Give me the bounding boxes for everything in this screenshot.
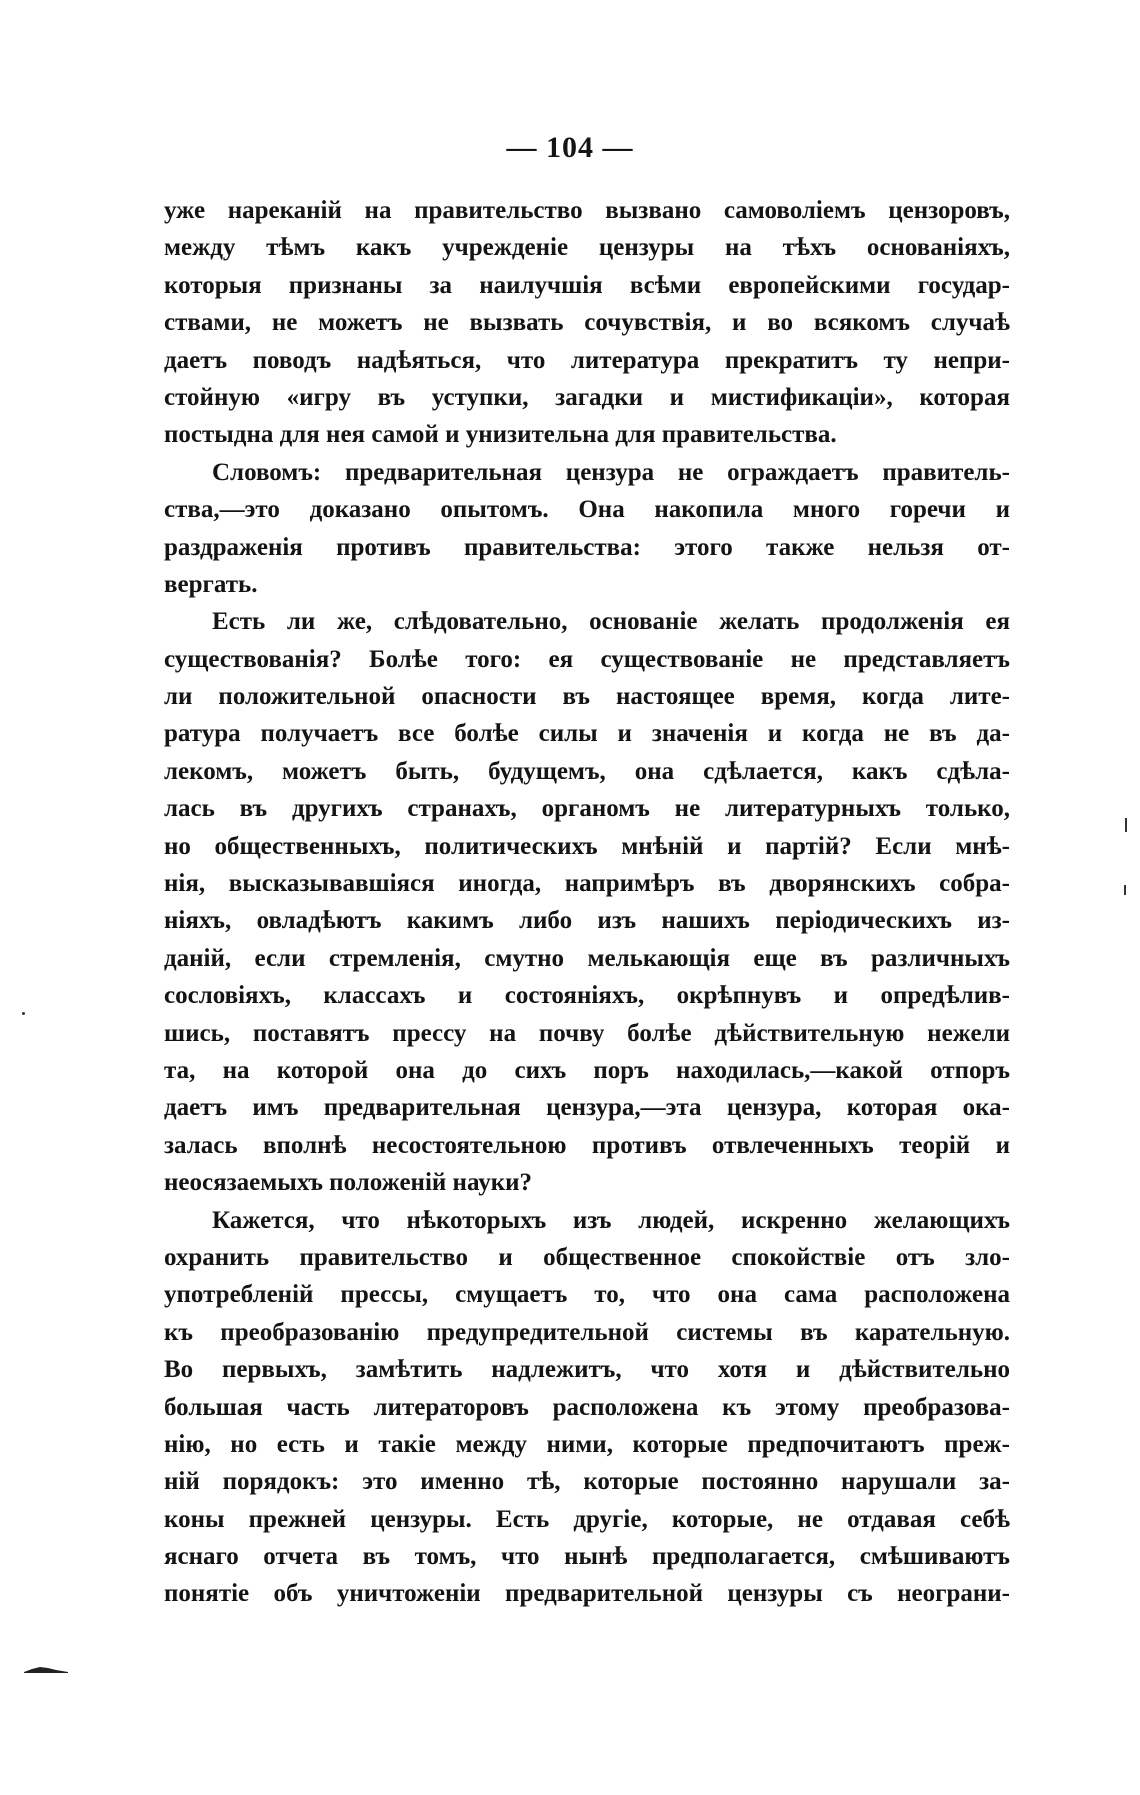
page-number: — 104 —: [506, 131, 634, 164]
text-line: даетъ поводъ надѣяться, что литература прекратитъ ту непри-: [164, 346, 1010, 374]
text-line: шись, поставятъ прессу на почву болѣе дѣйствительную нежели: [164, 1019, 1010, 1047]
text-line: охранить правительство и общественное спокойствіе отъ зло-: [164, 1243, 1010, 1271]
text-line: ствами, не можетъ не вызвать сочувствія, и во всякомъ случаѣ: [164, 309, 1010, 337]
text-line: нія, высказывавшіяся иногда, напримѣръ въ дворянскихъ собра-: [164, 870, 1010, 898]
text-line: даетъ имъ предварительная цензура,—эта цензура, которая ока-: [164, 1094, 1010, 1122]
text-line: ній порядокъ: это именно тѣ, которые постоянно нарушали за-: [164, 1468, 1010, 1496]
text-line: Во первыхъ, замѣтить надлежитъ, что хотя и дѣйствительно: [164, 1356, 1010, 1384]
text-line: уже нареканій на правительство вызвано самоволіемъ цензоровъ,: [164, 197, 1010, 224]
text-line: между тѣмъ какъ учрежденіе цензуры на тѣхъ основаніяхъ,: [164, 234, 1010, 262]
text-line: сословіяхъ, классахъ и состояніяхъ, окрѣпнувъ и опредѣлив-: [164, 982, 1010, 1010]
text-line: большая часть литераторовъ расположена къ этому преобразова-: [164, 1393, 1010, 1421]
text-line: вергать.: [164, 570, 258, 598]
text-line: та, на которой она до сихъ поръ находилась,—какой отпоръ: [164, 1056, 1010, 1084]
text-line: неосязаемыхъ положеній науки?: [164, 1169, 533, 1197]
text-line: лась въ другихъ странахъ, органомъ не литературныхъ только,: [164, 795, 1010, 823]
text-line: коны прежней цензуры. Есть другіе, которые, не отдавая себѣ: [164, 1505, 1010, 1533]
paragraph-first-line: Есть ли же, слѣдовательно, основаніе желать продолженія ея: [212, 608, 1010, 636]
text-line: раздраженія противъ правительства: этого также нельзя от-: [164, 533, 1010, 561]
text-line: яснаго отчета въ томъ, что нынѣ предполагается, смѣшиваютъ: [164, 1543, 1010, 1571]
text-line: даній, если стремленія, смутно мелькающія еще въ различныхъ: [164, 944, 1010, 972]
scan-dot: [22, 1012, 25, 1015]
text-line: ства,—это доказано опытомъ. Она накопила много горечи и: [164, 496, 1010, 524]
text-line: ли положительной опасности въ настоящее время, когда лите-: [164, 683, 1010, 711]
text-line: употребленій прессы, смущаетъ то, что она сама расположена: [164, 1281, 1010, 1309]
text-line: нію, но есть и такіе между ними, которые предпочитаютъ преж-: [164, 1430, 1010, 1458]
paragraph-first-line: Словомъ: предварительная цензура не ограждаетъ правитель-: [212, 458, 1010, 486]
text-line: понятіе объ уничтоженіи предварительной цензуры съ неограни-: [164, 1580, 1010, 1608]
text-line: постыдна для нея самой и унизительна для правительства.: [164, 421, 837, 449]
text-line: но общественныхъ, политическихъ мнѣній и партій? Если мнѣ-: [164, 832, 1010, 860]
paragraph-first-line: Кажется, что нѣкоторыхъ изъ людей, искренно желающихъ: [212, 1206, 1010, 1234]
ink-smudge: [22, 1664, 70, 1674]
text-line: залась вполнѣ несостоятельною противъ отвлеченныхъ теорій и: [164, 1131, 1010, 1159]
text-line: существованія? Болѣе того: ея существованіе не представляетъ: [164, 645, 1010, 673]
text-line: ніяхъ, овладѣютъ какимъ либо изъ нашихъ періодическихъ из-: [164, 907, 1010, 935]
text-line: къ преобразованію предупредительной системы въ карательную.: [164, 1318, 1010, 1346]
text-line: ратура получаетъ все болѣе силы и значенія и когда не въ да-: [164, 720, 1010, 748]
body-text: [164, 192, 1010, 1613]
text-line: лекомъ, можетъ быть, будущемъ, она сдѣлается, какъ сдѣла-: [164, 757, 1010, 785]
scan-mark: [1125, 818, 1127, 832]
text-line: стойную «игру въ уступки, загадки и мистификаціи», которая: [164, 383, 1010, 411]
scan-mark: [1124, 885, 1126, 895]
text-line: которыя признаны за наилучшія всѣми европейскими государ-: [164, 271, 1010, 299]
